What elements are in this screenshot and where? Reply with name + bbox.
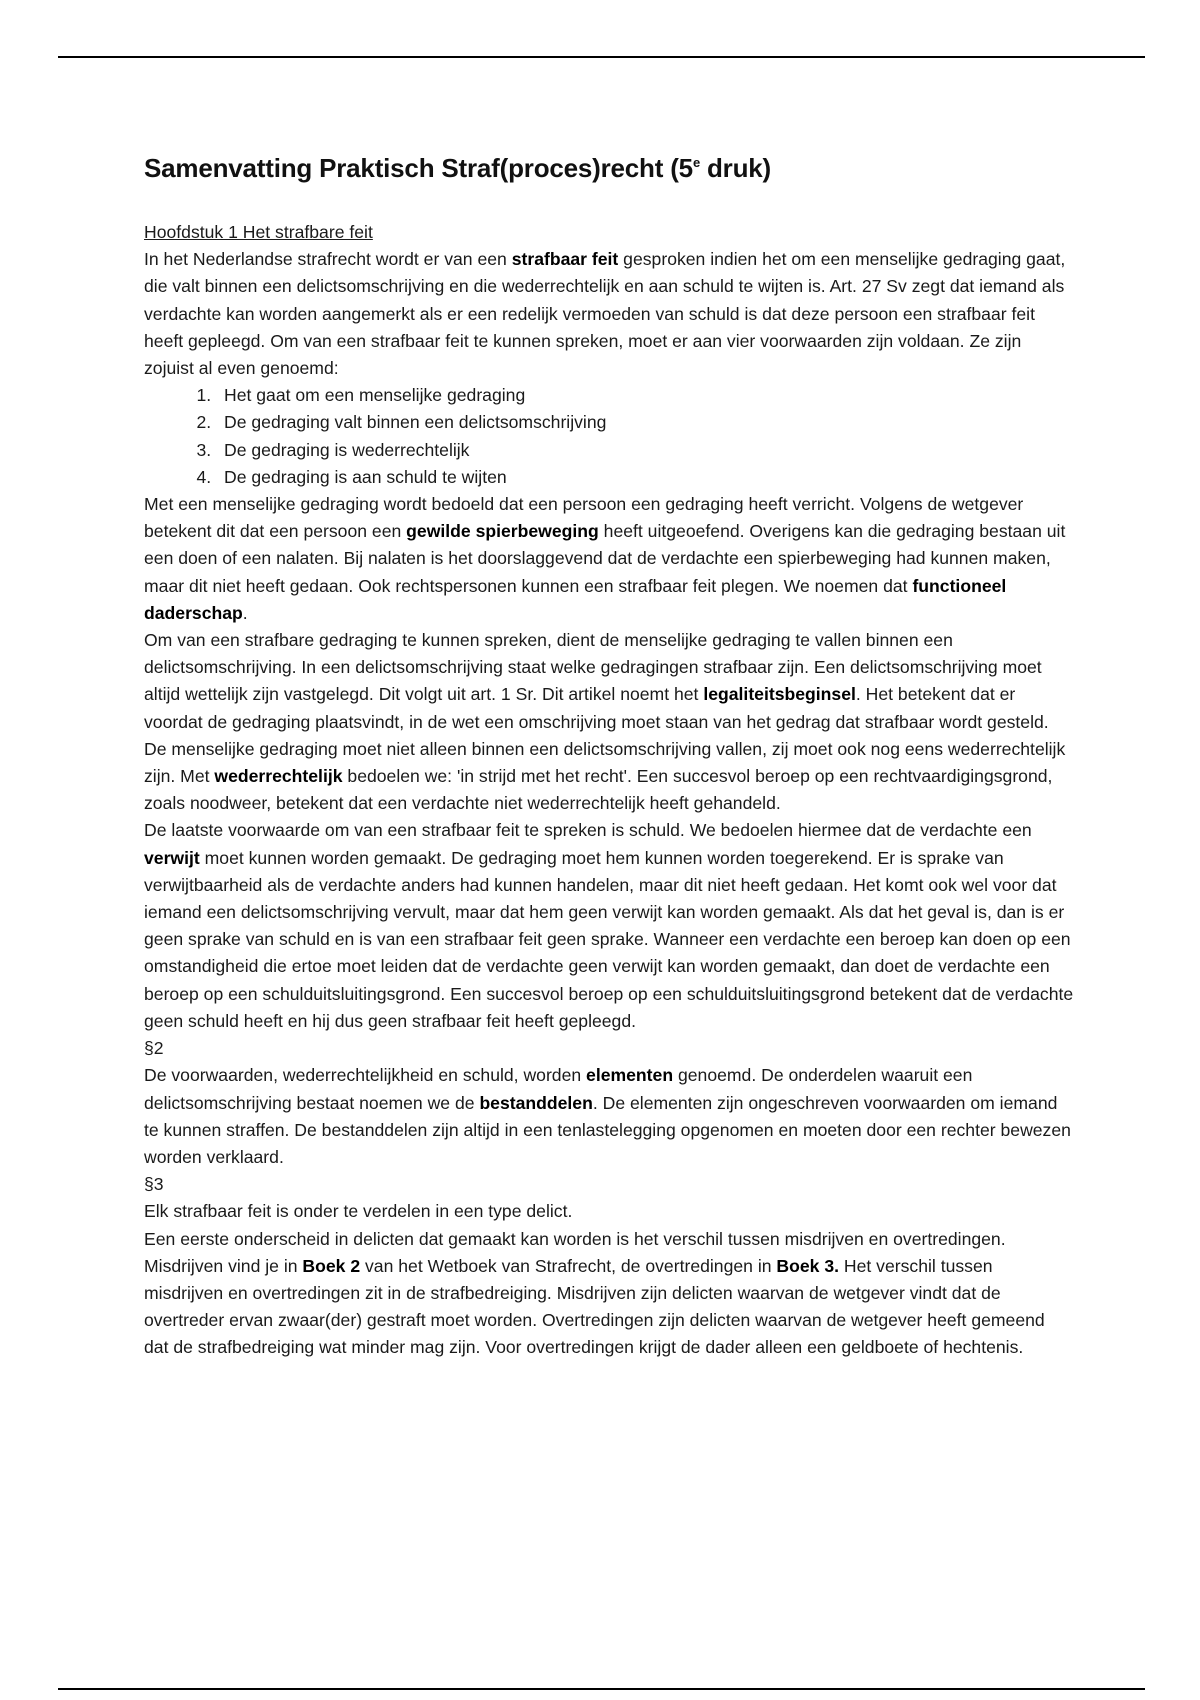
paragraph-gedraging: Met een menselijke gedraging wordt bedoeld dat een persoon een gedraging heeft verricht. Volgens de wetgever betekent dit dat een persoon een gewilde spierbeweging heeft uitgeoefend. Overigens kan die gedraging bestaan uit een doen of een nalaten. Bij nalaten is het doorslaggevend dat de verdachte een spierbeweging had kunnen maken, maar dit niet heeft gedaan. Ook rechtspersonen kunnen een strafbaar feit plegen. We noemen dat functioneel daderschap. — [144, 494, 1066, 623]
paragraph-misdrijven: Een eerste onderscheid in delicten dat gemaakt kan worden is het verschil tussen misdrijven en overtredingen. Misdrijven vind je in Boek 2 van het Wetboek van Strafrecht, de overtredingen in Boek 3. Het verschil tussen misdrijven en overtredingen zit in de strafbedreiging. Misdrijven zijn delicten waarvan de wetgever vindt dat de overtreder ervan zwaar(der) gestraft moet worden. Overtredingen zijn delicten waarvan de wetgever heeft gemeend dat de strafbedreiging wat minder mag zijn. Voor overtredingen krijgt de dader alleen een geldboete of hechtenis. — [144, 1228, 1045, 1358]
section-2-marker: §2 — [144, 1038, 164, 1059]
paragraph-schuld: De laatste voorwaarde om van een strafbaar feit te spreken is schuld. We bedoelen hiermee dat de verdachte een verwijt moet kunnen worden gemaakt. De gedraging moet hem kunnen worden toegerekend. Er is sprake van verwijtbaarheid als de verdachte anders had kunnen handelen, maar dit niet heeft gedaan. Het komt ook wel voor dat iemand een delictsomschrijving vervult, maar dat hem geen verwijt kan worden gemaakt. Als dat het geval is, dan is er geen sprake van schuld en is van een strafbaar feit geen sprake. Wanneer een verdachte een beroep kan doen op een omstandigheid die ertoe moet leiden dat de verdachte geen verwijt kan worden gemaakt, dan doet de verdachte een beroep op een schulduitsluitingsgrond. Een succesvol beroep op een schulduitsluitingsgrond betekent dat de verdachte geen schuld heeft en hij dus geen strafbaar feit heeft gepleegd. — [144, 820, 1074, 1031]
list-item: 2. De gedraging valt binnen een delictsomschrijving — [216, 409, 1074, 436]
paragraph-elementen: De voorwaarden, wederrechtelijkheid en schuld, worden elementen genoemd. De onderdelen waaruit een delictsomschrijving bestaat noemen we de bestanddelen. De elementen zijn ongeschreven voorwaarden om iemand te kunnen straffen. De bestanddelen zijn altijd in een tenlastelegging opgenomen en moeten door een rechter bewezen worden verklaard. — [144, 1065, 1071, 1167]
title-superscript: e — [692, 155, 700, 170]
list-item: 3. De gedraging is wederrechtelijk — [216, 437, 1074, 464]
paragraph-wederrechtelijk: De menselijke gedraging moet niet alleen binnen een delictsomschrijving vallen, zij moet ook nog eens wederrechtelijk zijn. Met wederrechtelijk bedoelen we: 'in strijd met het recht'. Een succesvol beroep op een rechtvaardigingsgrond, zoals noodweer, betekent dat een verdachte niet wederrechtelijk heeft gehandeld. — [144, 738, 1066, 814]
document-title: Samenvatting Praktisch Straf(proces)recht (5e druk) — [144, 153, 771, 183]
conditions-list — [144, 382, 1074, 491]
document-page — [144, 146, 1074, 1362]
list-item: 4. De gedraging is aan schuld te wijten — [216, 464, 1074, 491]
paragraph-delictsomschrijving: Om van een strafbare gedraging te kunnen spreken, dient de menselijke gedraging te vallen binnen een delictsomschrijving. In een delictsomschrijving staat welke gedragingen strafbaar zijn. Een delictsomschrijving moet altijd wettelijk zijn vastgelegd. Dit volgt uit art. 1 Sr. Dit artikel noemt het legaliteitsbeginsel. Het betekent dat er voordat de gedraging plaatsvindt, in de wet een omschrijving moet staan van het gedrag dat strafbaar wordt gesteld. — [144, 630, 1049, 732]
paragraph-type-delict: Elk strafbaar feit is onder te verdelen in een type delict. — [144, 1201, 573, 1222]
paragraph-definition: In het Nederlandse strafrecht wordt er van een strafbaar feit gesproken indien het om een menselijke gedraging gaat, die valt binnen een delictsomschrijving en die wederrechtelijk en aan schuld te wijten is. Art. 27 Sv zegt dat iemand als verdachte kan worden aangemerkt als er een redelijk vermoeden van schuld is dat deze persoon een strafbaar feit heeft gepleegd. Om van een strafbaar feit te kunnen spreken, moet er aan vier voorwaarden zijn voldaan. Ze zijn zojuist al even genoemd: — [144, 249, 1066, 379]
list-item: 1. Het gaat om een menselijke gedraging — [216, 382, 1074, 409]
bottom-rule — [58, 1688, 1145, 1690]
chapter-heading: Hoofdstuk 1 Het strafbare feit — [144, 222, 373, 242]
section-3-marker: §3 — [144, 1174, 164, 1195]
top-rule — [58, 56, 1145, 58]
